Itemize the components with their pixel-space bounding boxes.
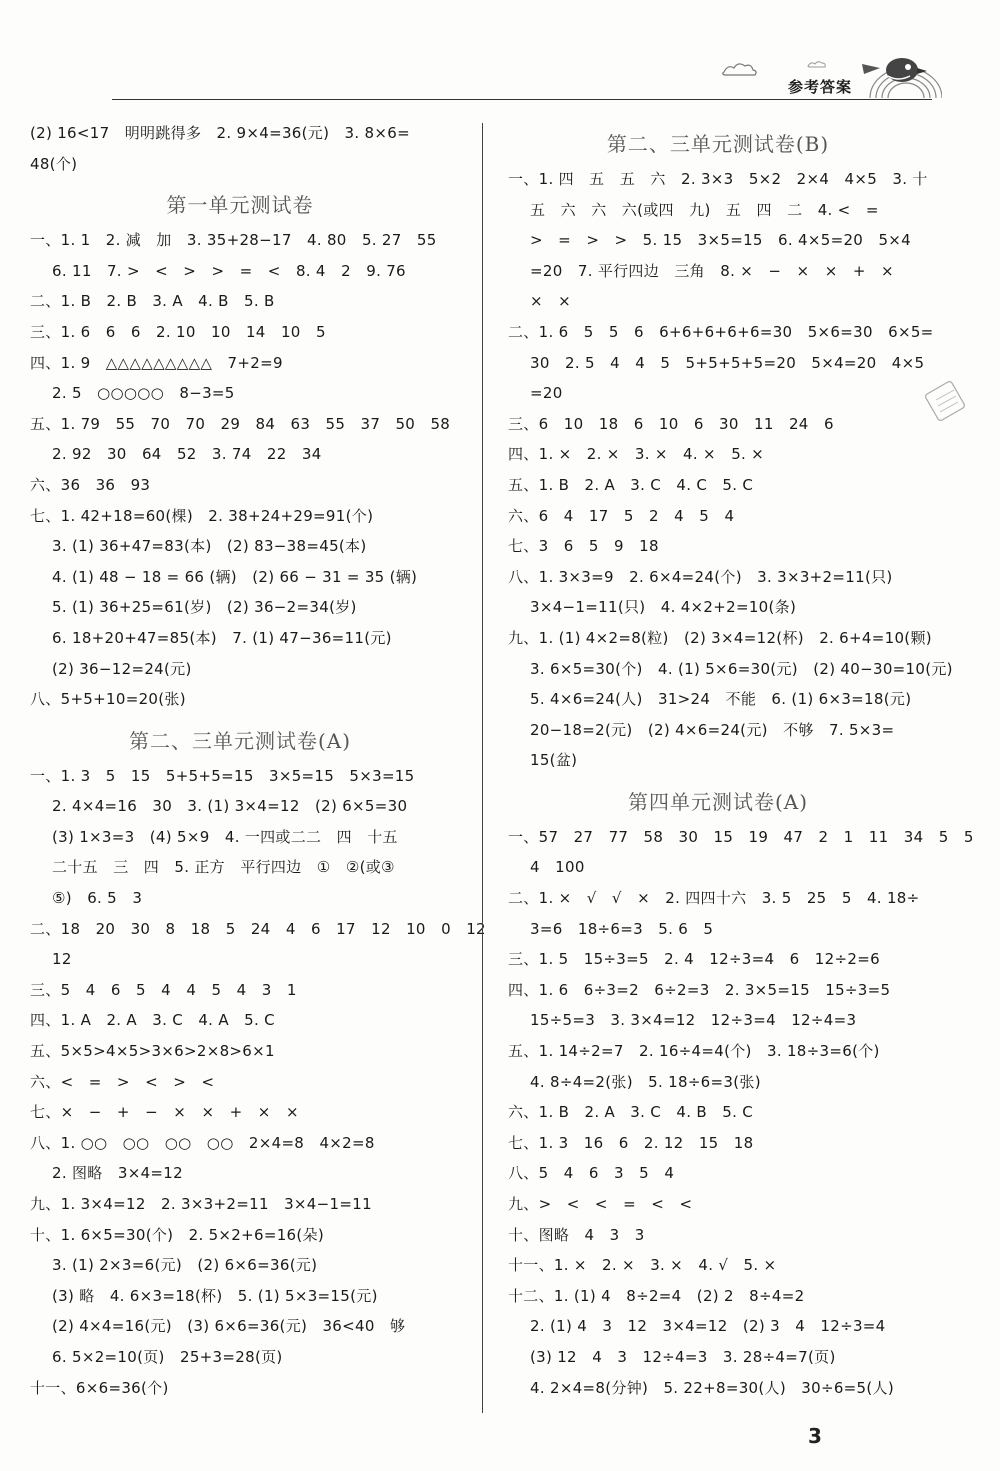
answer-line: 15(盆): [530, 751, 578, 770]
answer-line: 十一、1. × 2. × 3. × 4. √ 5. ×: [508, 1256, 777, 1275]
column-divider: [482, 123, 483, 1413]
answer-line: 七、1. 42+18=60(棵) 2. 38+24+29=91(个): [30, 506, 374, 525]
answer-line: > = > > 5. 15 3×5=15 6. 4×5=20 5×4: [530, 231, 911, 250]
answer-line: 2. 4×4=16 30 3. (1) 3×4=12 (2) 6×5=30: [52, 797, 408, 816]
answer-line: 20−18=2(元) (2) 4×6=24(元) 不够 7. 5×3=: [530, 720, 895, 739]
answer-line: (3) 略 4. 6×3=18(杯) 5. (1) 5×3=15(元): [52, 1286, 378, 1305]
answer-line: 五、5×5>4×5>3×6>2×8>6×1: [30, 1042, 275, 1061]
answer-line: 12: [52, 950, 72, 969]
answer-line: (3) 12 4 3 12÷4=3 3. 28÷4=7(页): [530, 1347, 836, 1366]
section-title: 第四单元测试卷(A): [627, 789, 809, 814]
answer-line: (2) 4×4=16(元) (3) 6×6=36(元) 36<40 够: [52, 1317, 406, 1336]
answer-line: 二、1. B 2. B 3. A 4. B 5. B: [30, 292, 275, 311]
answer-line: 15÷5=3 3. 3×4=12 12÷3=4 12÷4=3: [530, 1011, 857, 1030]
answer-line: 2. 92 30 64 52 3. 74 22 34: [52, 445, 322, 464]
answer-line: ⑤) 6. 5 3: [52, 889, 143, 908]
answer-line: 六、6 4 17 5 2 4 5 4: [508, 506, 735, 525]
answer-line: 五、1. 79 55 70 70 29 84 63 55 37 50 58: [30, 414, 451, 433]
answer-line: 三、6 10 18 6 10 6 30 11 24 6: [508, 414, 834, 433]
answer-line: 十、图略 4 3 3: [508, 1225, 645, 1244]
answer-line: 6. 18+20+47=85(本) 7. (1) 47−36=11(元): [52, 628, 392, 647]
answer-line: 四、1. A 2. A 3. C 4. A 5. C: [30, 1011, 275, 1030]
answer-line: (2) 16<17 明明跳得多 2. 9×4=36(元) 3. 8×6=: [30, 124, 410, 142]
answer-line: 三、1. 5 15÷3=5 2. 4 12÷3=4 6 12÷2=6: [508, 950, 880, 969]
answer-line: 三、5 4 6 5 4 4 5 4 3 1: [30, 980, 297, 999]
answer-line: 2. (1) 4 3 12 3×4=12 (2) 3 4 12÷3=4: [530, 1317, 886, 1336]
answer-line: 八、5+5+10=20(张): [30, 690, 186, 709]
answer-line: 六、36 36 93: [30, 475, 151, 494]
answer-line: 二、1. × √ √ × 2. 四四十六 3. 5 25 5 4. 18÷: [508, 889, 920, 908]
answer-line: 一、1. 1 2. 减 加 3. 35+28−17 4. 80 5. 27 55: [30, 231, 437, 250]
answer-line: (2) 36−12=24(元): [52, 659, 192, 678]
answer-line: 七、1. 3 16 6 2. 12 15 18: [508, 1133, 754, 1152]
section-title: 第一单元测试卷: [166, 193, 314, 218]
answer-line: 三、1. 6 6 6 2. 10 10 14 10 5: [30, 322, 326, 341]
answer-line: 八、1. ○○ ○○ ○○ ○○ 2×4=8 4×2=8: [30, 1133, 375, 1152]
answer-line: 3=6 18÷6=3 5. 6 5: [530, 919, 714, 938]
answer-line: 五 六 六 六(或四 九) 五 四 二 4. < =: [530, 200, 879, 219]
answer-line: 一、1. 四 五 五 六 2. 3×3 5×2 2×4 4×5 3. 十: [508, 170, 928, 188]
answer-line: 六、1. B 2. A 3. C 4. B 5. C: [508, 1103, 753, 1122]
section-title: 第二、三单元测试卷(B): [606, 132, 830, 156]
answer-line: 2. 5 ○○○○○ 8−3=5: [52, 384, 235, 403]
answer-line: 6. 11 7. > < > > = < 8. 4 2 9. 76: [52, 261, 406, 280]
answer-line: 2. 图略 3×4=12: [52, 1164, 183, 1183]
section-title: 第二、三单元测试卷(A): [128, 728, 352, 753]
answer-line: 四、1. 9 △△△△△△△△△ 7+2=9: [30, 353, 283, 372]
header-title: 参考答案: [788, 78, 853, 96]
answer-line: 五、1. B 2. A 3. C 4. C 5. C: [508, 475, 754, 494]
answer-line: 八、5 4 6 3 5 4: [508, 1164, 675, 1183]
answer-line: 5. 4×6=24(人) 31>24 不能 6. (1) 6×3=18(元): [530, 690, 912, 709]
answer-line: 3×4−1=11(只) 4. 4×2+2=10(条): [530, 598, 797, 617]
answer-line: 四、1. 6 6÷3=2 6÷2=3 2. 3×5=15 15÷3=5: [508, 980, 891, 999]
right-column: [508, 118, 974, 1403]
answer-line: 4. (1) 48 − 18 = 66 (辆) (2) 66 − 31 = 35 (辆): [52, 567, 418, 586]
answer-line: 30 2. 5 4 4 5 5+5+5+5=20 5×4=20 4×5: [530, 353, 925, 372]
answer-line: =20: [530, 384, 563, 403]
answer-line: 4. 8÷4=2(张) 5. 18÷6=3(张): [530, 1072, 761, 1091]
answer-line: 八、1. 3×3=9 2. 6×4=24(个) 3. 3×3+2=11(只): [508, 567, 893, 586]
answer-line: 十二、1. (1) 4 8÷2=4 (2) 2 8÷4=2: [508, 1286, 805, 1305]
answer-line: (3) 1×3=3 (4) 5×9 4. 一四或二二 四 十五: [52, 827, 398, 846]
answer-line: × ×: [530, 292, 572, 311]
answer-line: 六、< = > < > <: [30, 1072, 215, 1091]
answer-line: 七、3 6 5 9 18: [508, 537, 659, 556]
answer-line: 3. (1) 2×3=6(元) (2) 6×6=36(元): [52, 1256, 318, 1275]
answer-line: =20 7. 平行四边 三角 8. × − × × + ×: [530, 261, 894, 280]
answer-line: 48(个): [30, 154, 78, 173]
bird-icon: [862, 58, 927, 82]
answer-line: 6. 5×2=10(页) 25+3=28(页): [52, 1347, 283, 1366]
answer-line: 十、1. 6×5=30(个) 2. 5×2+6=16(朵): [30, 1225, 325, 1244]
answer-line: 4 100: [530, 858, 585, 877]
cloud-icon: [723, 64, 756, 75]
page-number: 3: [808, 1424, 822, 1448]
answer-line: 九、1. 3×4=12 2. 3×3+2=11 3×4−1=11: [30, 1195, 372, 1213]
answer-line: 一、1. 3 5 15 5+5+5=15 3×5=15 5×3=15: [30, 766, 415, 785]
answer-line: 四、1. × 2. × 3. × 4. × 5. ×: [508, 445, 765, 464]
header-rule: [112, 99, 932, 100]
cloud-icon: [808, 62, 825, 67]
page-header: [0, 0, 1000, 105]
answer-line: 3. (1) 36+47=83(本) (2) 83−38=45(本): [52, 537, 367, 556]
answer-line: 五、1. 14÷2=7 2. 16÷4=4(个) 3. 18÷3=6(个): [508, 1042, 880, 1061]
answer-line: 九、1. (1) 4×2=8(粒) (2) 3×4=12(杯) 2. 6+4=10(颗): [508, 628, 932, 647]
answer-line: 七、× − + − × × + × ×: [30, 1103, 299, 1122]
answer-line: 十一、6×6=36(个): [30, 1378, 169, 1397]
answer-line: 二、18 20 30 8 18 5 24 4 6 17 12 10 0 12: [30, 919, 486, 938]
answer-line: 4. 2×4=8(分钟) 5. 22+8=30(人) 30÷6=5(人): [530, 1378, 895, 1397]
answer-line: 一、57 27 77 58 30 15 19 47 2 1 11 34 5 5: [508, 827, 974, 846]
stamp-icon: [922, 378, 972, 428]
answer-line: 二十五 三 四 5. 正方 平行四边 ① ②(或③: [52, 858, 395, 877]
answer-line: 3. 6×5=30(个) 4. (1) 5×6=30(元) (2) 40−30=10(元): [530, 659, 953, 678]
answer-line: 5. (1) 36+25=61(岁) (2) 36−2=34(岁): [52, 598, 357, 617]
left-column: [30, 118, 486, 1403]
answer-line: 二、1. 6 5 5 6 6+6+6+6+6=30 5×6=30 6×5=: [508, 322, 934, 341]
answer-line: 九、> < < = < <: [508, 1195, 693, 1213]
